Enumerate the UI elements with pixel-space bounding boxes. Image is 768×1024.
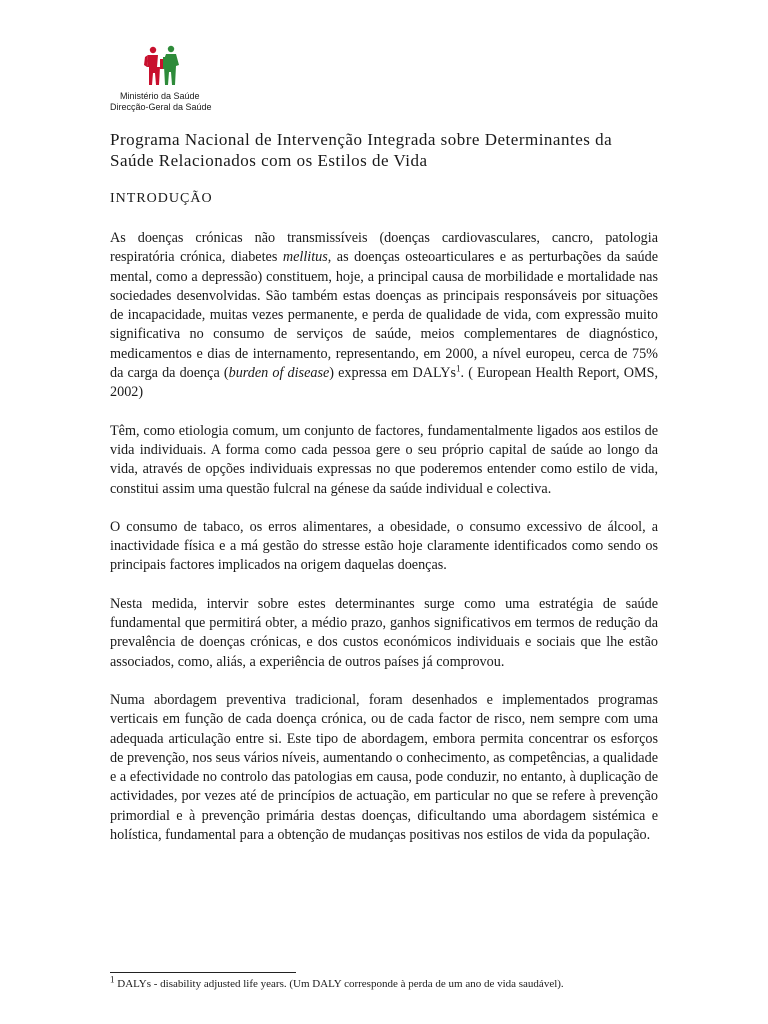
paragraph-1: As doenças crónicas não transmissíveis (doenças cardiovasculares, cancro, patologia respiratória crónica, diabetes mellitus, as doenças osteoarticulares e as perturbações da saúde mental, como a depressão) constituem, hoje, a principal causa de morbilidade e mortalidade nas sociedades desenvolvidas. São também estas doenças as principais responsáveis por situações de incapacidade, muitas vezes permanente, e perda de qualidade de vida, com expressão muito significativa no consumo de serviços de saúde, meios complementares de diagnóstico, medicamentos e dias de internamento, representando, em 2000, a nível europeu, cerca de 75% da carga da doença (burden of disease) expressa em DALYs$^1$. ( European Health Report, OMS, 2002) <box>110 230 659 401</box>
ministry-logo <box>110 45 220 113</box>
organization-name <box>110 91 220 113</box>
section-heading: INTRODUÇÃO <box>110 191 213 206</box>
footnote-marker: 1 <box>110 974 115 985</box>
footnote-divider <box>110 972 296 973</box>
ministry-figures-icon <box>142 45 184 89</box>
paragraph-5: Numa abordagem preventiva tradicional, foram desenhados e implementados programas verticais em função de cada doença crónica, ou de cada factor de risco, nem sempre com uma adequada articulação entre si. Este tipo de abordagem, embora permita concentrar os esforços de prevenção, nos seus vários níveis, aumentando o conhecimento, as competências, a qualidade e a efectividade no controlo das patologias em causa, pode conduzir, no entanto, à duplicação de actividades, por vezes até de princípios de actuação, em particular no que se refere à prevenção primordial e à prevenção primária destas doenças, dificultando uma abordagem sistémica e holística, fundamental para a obtenção de mudanças positivas nos estilos de vida da população. <box>110 691 658 844</box>
document-title: Programa Nacional de Intervenção Integrada sobre Determinantes da Saúde Relacionados com os Estilos de Vida <box>110 130 613 170</box>
footnote-text: DALYs - disability adjusted life years. (Um DALY corresponde à perda de um ano de vida saudável). <box>114 978 564 990</box>
paragraph-3: O consumo de tabaco, os erros alimentares, a obesidade, o consumo excessivo de álcool, a inactividade física e a má gestão do stresse estão hoje claramente identificados como sendo os principais factores implicados na origem daquelas doenças. <box>110 518 658 574</box>
footnote-reference[interactable]: 1 <box>456 363 461 374</box>
footnote <box>110 974 564 991</box>
document-body <box>110 229 658 864</box>
org-line-2: Direcção-Geral da Saúde <box>110 102 212 112</box>
paragraph-2: Têm, como etiologia comum, um conjunto de factores, fundamentalmente ligados aos estilos de vida individuais. A forma como cada pessoa gere o seu próprio capital de saúde ao longo da vida, através de opções individuais expressas no que poderemos entender como estilo de vida, constitui assim uma questão fulcral na génese da saúde individual e colectiva. <box>110 422 658 497</box>
org-line-1: Ministério da Saúde <box>120 91 200 101</box>
paragraph-4: Nesta medida, intervir sobre estes determinantes surge como uma estratégia de saúde fundamental que permitirá obter, a médio prazo, ganhos significativos em termos de redução da prevalência de doenças crónicas, e dos custos económicos individuais e sociais que lhe estão associados, como, aliás, a experiência de outros países já comprovou. <box>110 595 658 670</box>
